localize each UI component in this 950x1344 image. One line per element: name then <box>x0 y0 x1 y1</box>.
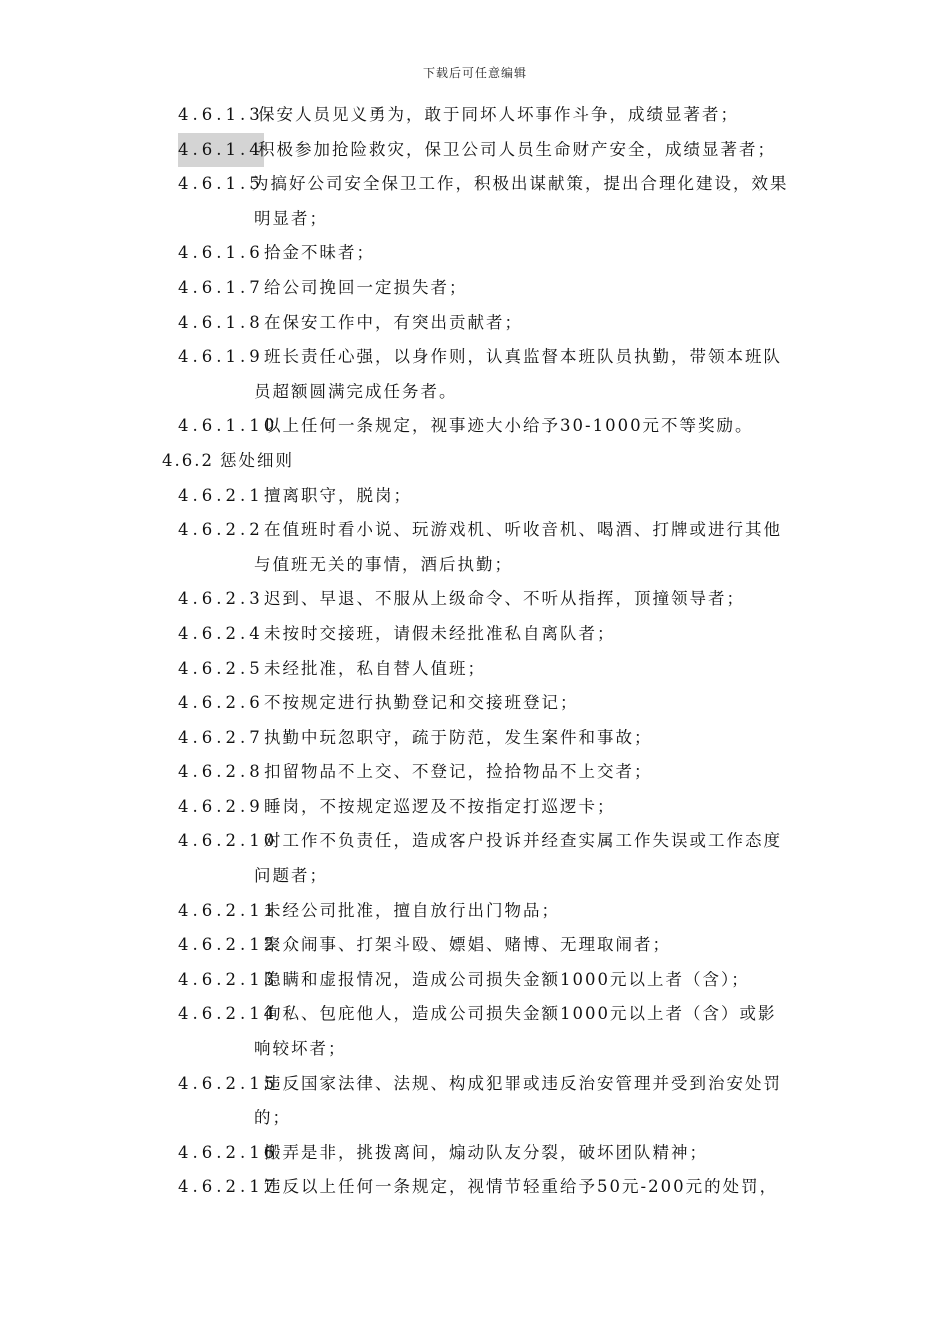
clause-text: 员超额圆满完成任务者。 <box>254 381 458 401</box>
clause-4-6-2-17 <box>0 1170 950 1205</box>
clause-number: 4.6.2.15 <box>178 1073 279 1093</box>
clause-4-6-1-10 <box>0 409 950 444</box>
clause-number: 4.6.2.4 <box>178 623 264 643</box>
clause-text: 为搞好公司安全保卫工作，积极出谋献策，提出合理化建设，效果 <box>252 174 789 194</box>
clause-text: 隐瞒和虚报情况，造成公司损失金额1000元以上者（含）； <box>264 969 750 989</box>
clause-text: 扣留物品不上交、不登记，捡拾物品不上交者； <box>264 762 653 782</box>
clause-4-6-2-10 <box>0 824 950 859</box>
section-title: 惩处细则 <box>220 450 294 470</box>
clause-number: 4.6.1.3 <box>178 105 264 124</box>
clause-text: 执勤中玩忽职守，疏于防范，发生案件和事故； <box>264 727 653 747</box>
clause-text: 迟到、早退、不服从上级命令、不听从指挥，顶撞领导者； <box>264 589 745 609</box>
clause-text: 积极参加抢险救灾，保卫公司人员生命财产安全，成绩显著者； <box>258 139 776 159</box>
clause-4-6-1-5 <box>0 167 950 202</box>
clause-text: 与值班无关的事情，酒后执勤； <box>254 554 513 574</box>
clause-number: 4.6.2.7 <box>178 727 264 747</box>
clause-continuation <box>0 202 950 237</box>
section-number: 4.6.2 <box>162 450 214 470</box>
clause-number: 4.6.1.9 <box>178 347 264 367</box>
clause-number: 4.6.2.12 <box>178 935 279 955</box>
clause-text: 未经公司批准，擅自放行出门物品； <box>264 900 560 920</box>
clause-text: 响较坏者； <box>254 1039 347 1059</box>
page-header: 下载后可任意编辑 <box>422 66 527 80</box>
clause-number: 4.6.2.11 <box>178 900 279 920</box>
clause-4-6-1-6 <box>0 236 950 271</box>
clause-text: 保安人员见义勇为，敢于同坏人坏事作斗争，成绩显著者； <box>258 105 739 124</box>
clause-text: 问题者； <box>254 866 328 886</box>
clause-continuation <box>0 1032 950 1067</box>
clause-text: 擅离职守，脱岗； <box>264 485 412 505</box>
clause-number: 4.6.2.14 <box>178 1004 279 1024</box>
clause-4-6-1-9 <box>0 340 950 375</box>
clause-4-6-2-2 <box>0 513 950 548</box>
clause-number-highlighted: 4.6.1.4 <box>178 133 264 168</box>
clause-text: 违反国家法律、法规、构成犯罪或违反治安管理并受到治安处罚 <box>264 1073 782 1093</box>
clause-4-6-2-5 <box>0 652 950 687</box>
clause-number: 4.6.1.8 <box>178 312 264 332</box>
clause-text: 对工作不负责任，造成客户投诉并经查实属工作失误或工作态度 <box>264 831 782 851</box>
clause-number: 4.6.2.10 <box>178 831 279 851</box>
clause-continuation <box>0 1101 950 1136</box>
clause-4-6-2-11 <box>0 894 950 929</box>
clause-number: 4.6.2.16 <box>178 1142 279 1162</box>
clause-number: 4.6.1.10 <box>178 416 279 436</box>
clause-text: 睡岗，不按规定巡逻及不按指定打巡逻卡； <box>264 796 616 816</box>
clause-4-6-2-13 <box>0 963 950 998</box>
document-body <box>0 98 950 1205</box>
clause-number: 4.6.2.8 <box>178 762 264 782</box>
clause-4-6-2-1 <box>0 479 950 514</box>
clause-number: 4.6.2.3 <box>178 589 264 609</box>
clause-text: 搬弄是非，挑拨离间，煽动队友分裂，破坏团队精神； <box>264 1142 708 1162</box>
clause-4-6-2-7 <box>0 721 950 756</box>
clause-text: 班长责任心强，以身作则，认真监督本班队员执勤，带领本班队 <box>264 347 782 367</box>
clause-text: 聚众闹事、打架斗殴、嫖娼、赌博、无理取闹者； <box>264 935 671 955</box>
clause-number: 4.6.1.7 <box>178 277 264 297</box>
clause-4-6-2-8 <box>0 755 950 790</box>
clause-number: 4.6.2.6 <box>178 693 264 713</box>
clause-4-6-2-16 <box>0 1136 950 1171</box>
clause-number: 4.6.2.5 <box>178 658 264 678</box>
clause-4-6-1-4 <box>0 133 950 168</box>
clause-text: 不按规定进行执勤登记和交接班登记； <box>264 693 579 713</box>
clause-text: 未按时交接班，请假未经批准私自离队者； <box>264 623 616 643</box>
clause-text: 在值班时看小说、玩游戏机、听收音机、喝酒、打牌或进行其他 <box>264 520 782 540</box>
clause-text: 给公司挽回一定损失者； <box>264 277 468 297</box>
clause-4-6-2-15 <box>0 1067 950 1102</box>
clause-number: 4.6.2.9 <box>178 796 264 816</box>
clause-text: 以上任何一条规定，视事迹大小给予30-1000元不等奖励。 <box>264 416 754 436</box>
clause-number: 4.6.1.6 <box>178 243 264 263</box>
clause-text: 在保安工作中，有突出贡献者； <box>264 312 523 332</box>
clause-number: 4.6.2.13 <box>178 969 279 989</box>
clause-number: 4.6.2.1 <box>178 485 264 505</box>
clause-4-6-1-7 <box>0 271 950 306</box>
section-heading-4-6-2 <box>0 444 950 479</box>
clause-text: 违反以上任何一条规定，视情节轻重给予50元-200元的处罚， <box>264 1177 779 1197</box>
clause-number: 4.6.1.5 <box>178 174 264 194</box>
clause-continuation <box>0 859 950 894</box>
clause-4-6-2-14 <box>0 997 950 1032</box>
clause-4-6-1-3 <box>0 98 950 133</box>
clause-4-6-2-6 <box>0 686 950 721</box>
clause-4-6-2-12 <box>0 928 950 963</box>
clause-4-6-2-4 <box>0 617 950 652</box>
clause-continuation <box>0 375 950 410</box>
clause-text: 的； <box>254 1108 291 1128</box>
clause-text: 明显者； <box>254 208 328 228</box>
clause-text: 徇私、包庇他人，造成公司损失金额1000元以上者（含）或影 <box>264 1004 777 1024</box>
clause-number: 4.6.2.2 <box>178 520 264 540</box>
clause-number: 4.6.2.17 <box>178 1177 279 1197</box>
clause-4-6-2-9 <box>0 790 950 825</box>
clause-continuation <box>0 548 950 583</box>
clause-text: 未经批准，私自替人值班； <box>264 658 486 678</box>
clause-4-6-2-3 <box>0 582 950 617</box>
clause-4-6-1-8 <box>0 306 950 341</box>
clause-text: 拾金不昧者； <box>264 243 375 263</box>
